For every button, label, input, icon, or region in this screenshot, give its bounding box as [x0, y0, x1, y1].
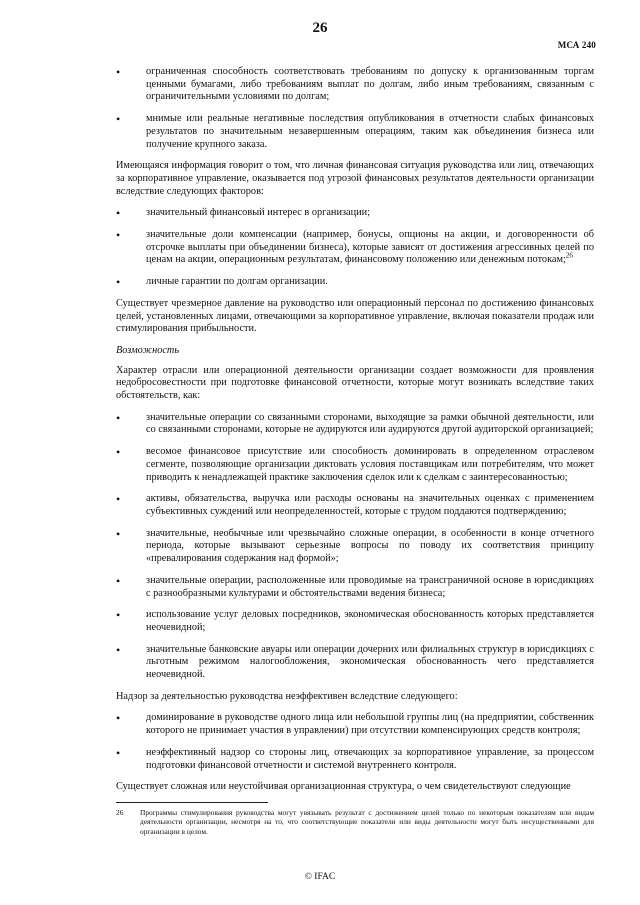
list-item: • ограниченная способность соответствовать требованиям по допуску к организованным торгам ценными бумагами, либо требованиям выплат по долгам, либо иным требованиям, связанным с ограничительными условиями по долгам; [116, 66, 594, 104]
opportunity-bullet-list [116, 412, 594, 682]
page-body [116, 66, 594, 803]
list-item-text: значительные доли компенсации (например, бонусы, опционы на акции, и договоренности об отсрочке выплаты при объединении бизнеса), которые зависят от достижения агрессивных целей по ценам на акции, операционным результатам, финансовому положению или денежным потокам; [146, 229, 594, 266]
footnote-divider [116, 802, 268, 803]
paragraph-pressure: Существует чрезмерное давление на руководство или операционный персонал по достижению финансовых целей, установленных лицами, отвечающими за корпоративное управление, включая показатели продаж или стимулирования прибыльности. [116, 297, 594, 335]
list-item: • значительный финансовый интерес в организации; [116, 207, 594, 220]
footnote [116, 808, 594, 836]
standard-code: МСА 240 [557, 40, 596, 50]
list-item: • мнимые или реальные негативные последствия опубликования в отчетности слабых финансовых результатов по значительным незавершенным операциям, таким как объединения бизнеса или получение крупного заказа. [116, 113, 594, 151]
list-item: • личные гарантии по долгам организации. [116, 276, 594, 289]
list-item: • весомое финансовое присутствие или способность доминировать в определенном отраслевом сегменте, позволяющие организации диктовать условия поставщикам или потребителям, что может приводить к ненадлежащей практике заключения сделок или к сделкам с заинтересованностью; [116, 446, 594, 484]
list-item: • неэффективный надзор со стороны лиц, отвечающих за корпоративное управление, за процессом подготовки финансовой отчетности и системой внутреннего контроля. [116, 747, 594, 772]
paragraph-structure: Существует сложная или неустойчивая организационная структура, о чем свидетельствуют следующие [116, 781, 571, 793]
list-item [116, 229, 594, 267]
list-item: • значительные операции, расположенные или проводимые на трансграничной основе в юрисдикциях с разнообразными культурами и обстоятельствами ведения бизнеса; [116, 575, 594, 600]
list-item: • значительные, необычные или чрезвычайно сложные операции, в особенности в конце отчетного периода, которые вызывают серьезные вопросы по поводу их соответствия принципу «превалирования содержания над формой»; [116, 528, 594, 566]
intro-bullet-list [116, 66, 594, 151]
section-heading: Возможность [116, 344, 180, 356]
footer-copyright: © IFAC [304, 872, 336, 882]
list-item: • использование услуг деловых посредников, экономическая обоснованность которых представляется неочевидной; [116, 609, 594, 634]
page-number: 26 [312, 20, 328, 36]
list-item: • значительные банковские авуары или операции дочерних или филиальных структур в юрисдикциях с льготным режимом налогообложения, экономическая обоснованность чего представляется неочевидной. [116, 644, 594, 682]
footnote-area [116, 802, 594, 836]
personal-bullet-list [116, 207, 594, 289]
paragraph-personal-finance: Имеющаяся информация говорит о том, что личная финансовая ситуация руководства или лиц, отвечающих за корпоративное управление, оказывается под угрозой финансовых результатов деятельности организации вследствие следующих факторов: [116, 160, 594, 197]
oversight-bullet-list [116, 712, 594, 772]
footnote-mark: 26 [116, 808, 124, 817]
list-item: • значительные операции со связанными сторонами, выходящие за рамки обычной деятельности, или со связанными сторонами, которые не аудируются или аудируются другой аудиторской организацией; [116, 412, 594, 437]
paragraph-oversight: Надзор за деятельностью руководства неэффективен вследствие следующего: [116, 690, 458, 702]
list-item: • активы, обязательства, выручка или расходы основаны на значительных оценках с применением субъективных суждений или неопределенностей, которые с трудом поддаются подтверждению; [116, 493, 594, 518]
list-item: • доминирование в руководстве одного лица или небольшой группы лиц (на предприятии, собственник которого не принимает участия в управлении) при отсутствии компенсирующих средств контроля; [116, 712, 594, 737]
footnote-text: Программы стимулирования руководства могут увязывать результат с достижением целей только по некоторым показателям или видам деятельности организации, несмотря на то, что соответствующие показатели или виды деятельности могут быть несущественными для организации в целом. [140, 808, 594, 836]
paragraph-opportunity: Характер отрасли или операционной деятельности организации создает возможности для проявления недобросовестности при подготовке финансовой отчетности, которые могут возникать вследствие таких обстоятельств, как: [116, 364, 594, 402]
footnote-reference[interactable]: 26 [565, 252, 573, 261]
